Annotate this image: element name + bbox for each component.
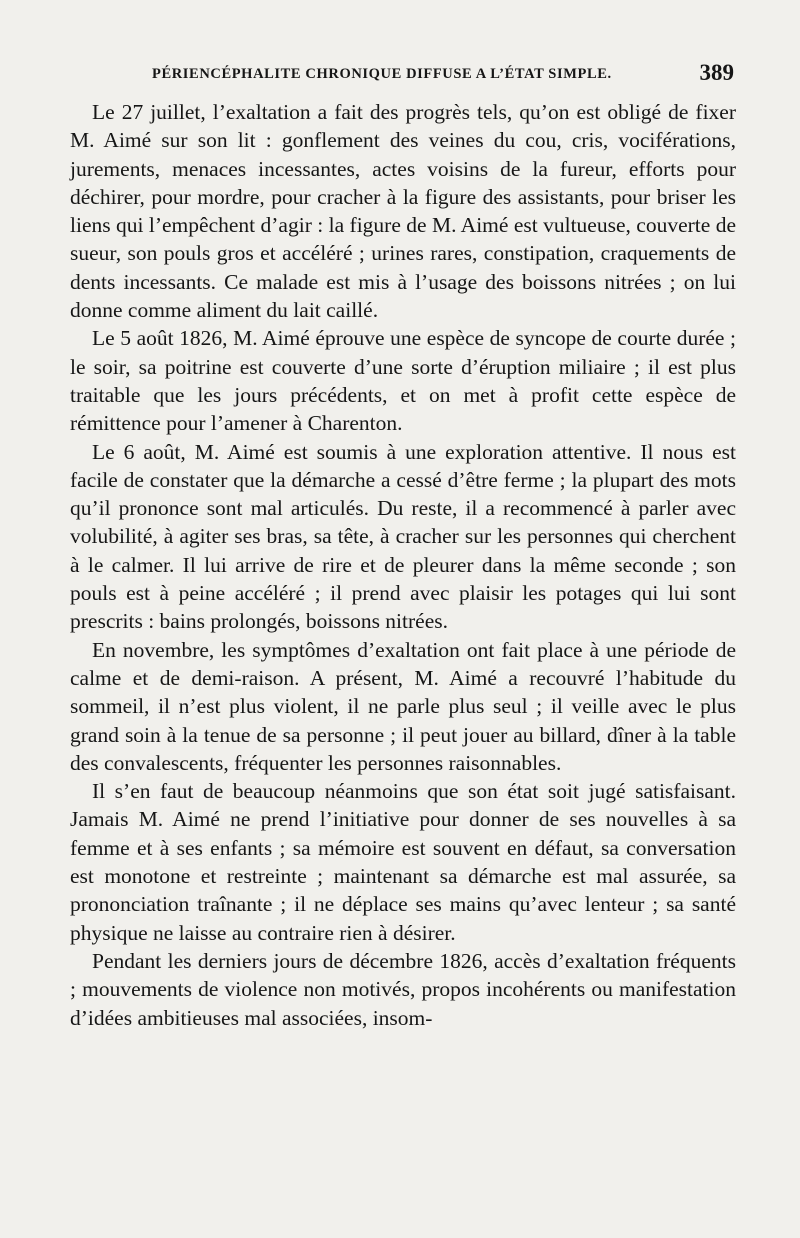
paragraph: Le 27 juillet, l’exaltation a fait des progrès tels, qu’on est obligé de fixer M. Aimé sur son lit : gonflement des veines du cou, cris, vociférations, jurements, menaces incessantes, actes voisins de la fureur, efforts pour déchirer, pour mordre, pour cracher à la figure des assistants, pour briser les liens qui l’empêchent d’agir : la figure de M. Aimé est vultueuse, couverte de sueur, son pouls gros et accéléré ; urines rares, constipation, craquements de dents incessants. Ce malade est mis à l’usage des boissons nitrées ; on lui donne comme aliment du lait caillé.	[70, 100, 736, 323]
paragraph: En novembre, les symptômes d’exaltation ont fait place à une période de calme et de demi-raison. A présent, M. Aimé a recouvré l’habitude du sommeil, il n’est plus violent, il ne parle plus seul ; il veille avec le plus grand soin à la tenue de sa personne ; il peut jouer au billard, dîner à la table des convalescents, fréquenter les personnes raisonnables.	[70, 637, 736, 775]
body-text	[70, 98, 736, 1032]
paragraph: Il s’en faut de beaucoup néanmoins que son état soit jugé satisfaisant. Jamais M. Aimé ne prend l’initiative pour donner de ses nouvelles à sa femme et à ses enfants ; sa mémoire est souvent en défaut, sa conversation est monotone et restreinte ; maintenant sa démarche est mal assurée, sa prononciation traînante ; il ne déplace ses mains qu’avec lenteur ; sa santé physique ne laisse au contraire rien à désirer.	[70, 779, 736, 945]
paragraph: Le 5 août 1826, M. Aimé éprouve une espèce de syncope de courte durée ; le soir, sa poitrine est couverte d’une sorte d’éruption miliaire ; il est plus traitable que les jours précédents, et on met à profit cette espèce de rémittence pour l’amener à Charenton.	[70, 326, 736, 436]
paragraph: Pendant les derniers jours de décembre 1826, accès d’exaltation fréquents ; mouvements de violence non motivés, propos incohérents ou manifestation d’idées ambitieuses mal associées, insom-	[70, 948, 736, 1030]
running-head: PÉRIENCÉPHALITE CHRONIQUE DIFFUSE A L’ÉTAT SIMPLE.	[152, 66, 612, 82]
paragraph: Le 6 août, M. Aimé est soumis à une exploration attentive. Il nous est facile de constater que la démarche a cessé d’être ferme ; la plupart des mots qu’il prononce sont mal articulés. Du reste, il a recommencé à parler avec volubilité, à agiter ses bras, sa tête, à cracher sur les personnes qui cherchent à le calmer. Il lui arrive de rire et de pleurer dans la même seconde ; son pouls est à peine accéléré ; il prend avec plaisir les potages qui lui sont prescrits : bains prolongés, boissons nitrées.	[70, 439, 736, 634]
page-header	[72, 62, 734, 88]
page-number: 389	[699, 60, 734, 85]
